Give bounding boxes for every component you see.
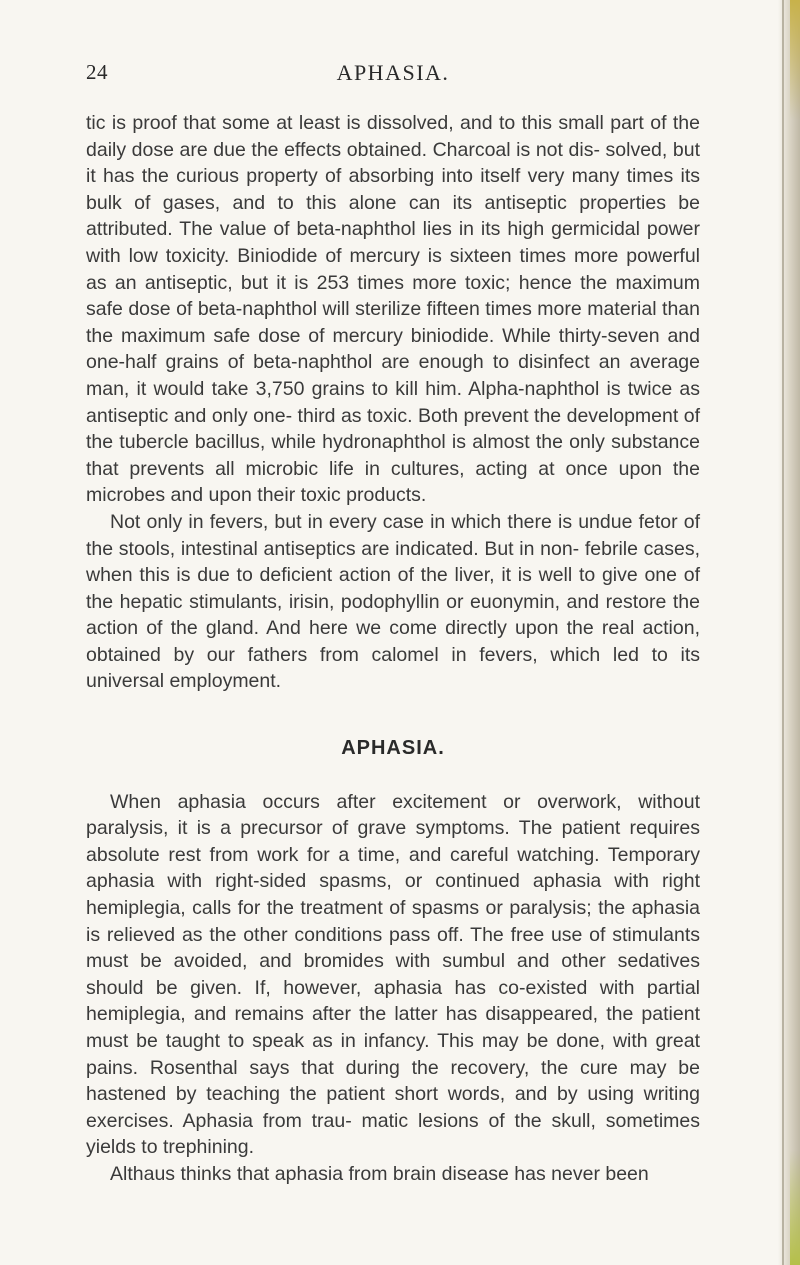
running-head: APHASIA. bbox=[336, 60, 450, 85]
page-edge-stain-top bbox=[790, 0, 800, 120]
paragraph-intestinal-antiseptics: Not only in fevers, but in every case in which there is undue fetor of the stools, intestinal antiseptics are indicated. But in non- febrile cases, when this is due to deficient action of the liver, it is well to give one of the hepatic stimulants, irisin, podophyllin or euonymin, and restore the action of the gland. And here we come directly upon the real action, obtained by our fathers from calomel in fevers, which led to its universal employment. bbox=[86, 510, 700, 693]
page-edge-stain-bottom bbox=[790, 1150, 800, 1265]
page-body bbox=[86, 110, 700, 1188]
page-number: 24 bbox=[86, 60, 108, 84]
page-header bbox=[86, 60, 700, 90]
page-edge-line bbox=[782, 0, 784, 1265]
paragraph-althaus: Althaus thinks that aphasia from brain disease has never been bbox=[110, 1162, 649, 1185]
section-heading-aphasia: APHASIA. bbox=[341, 737, 445, 760]
paragraph-continued: tic is proof that some at least is dissolved, and to this small part of the daily dose are due the effects obtained. Charcoal is not dis- solved, but it has the curious property of absorbing into itself very many times its bulk of gases, and to this alone can its antiseptic properties be attributed. The value of beta-naphthol lies in its high germicidal power with low toxicity. Biniodide of mercury is sixteen times more powerful as an antiseptic, but it is 253 times more toxic; hence the maximum safe dose of beta-naphthol will sterilize fifteen times more material than the maximum safe dose of mercury biniodide. While thirty-seven and one-half grains of beta-naphthol are enough to disinfect an average man, it would take 3,750 grains to kill him. Alpha-naphthol is twice as antiseptic and only one- third as toxic. Both prevent the development of the tubercle bacillus, while hydronaphthol is almost the only substance that prevents all microbic life in cultures, acting at once upon the microbes and upon their toxic products. bbox=[86, 112, 700, 507]
paragraph-aphasia: When aphasia occurs after excitement or overwork, without paralysis, it is a precursor of grave symptoms. The patient requires absolute rest from work for a time, and careful watching. Temporary aphasia with right-sided spasms, or continued aphasia with right hemiplegia, calls for the treatment of spasms or paralysis; the aphasia is relieved as the other conditions pass off. The free use of stimulants must be avoided, and bromides with sumbul and other sedatives should be given. If, however, aphasia has co-existed with partial hemiplegia, and remains after the latter has disappeared, the patient must be taught to speak as in infancy. This may be done, with great pains. Rosenthal says that during the recovery, the cure may be hastened by teaching the patient short words, and by using writing exercises. Aphasia from trau- matic lesions of the skull, sometimes yields to trephining. bbox=[86, 790, 700, 1159]
